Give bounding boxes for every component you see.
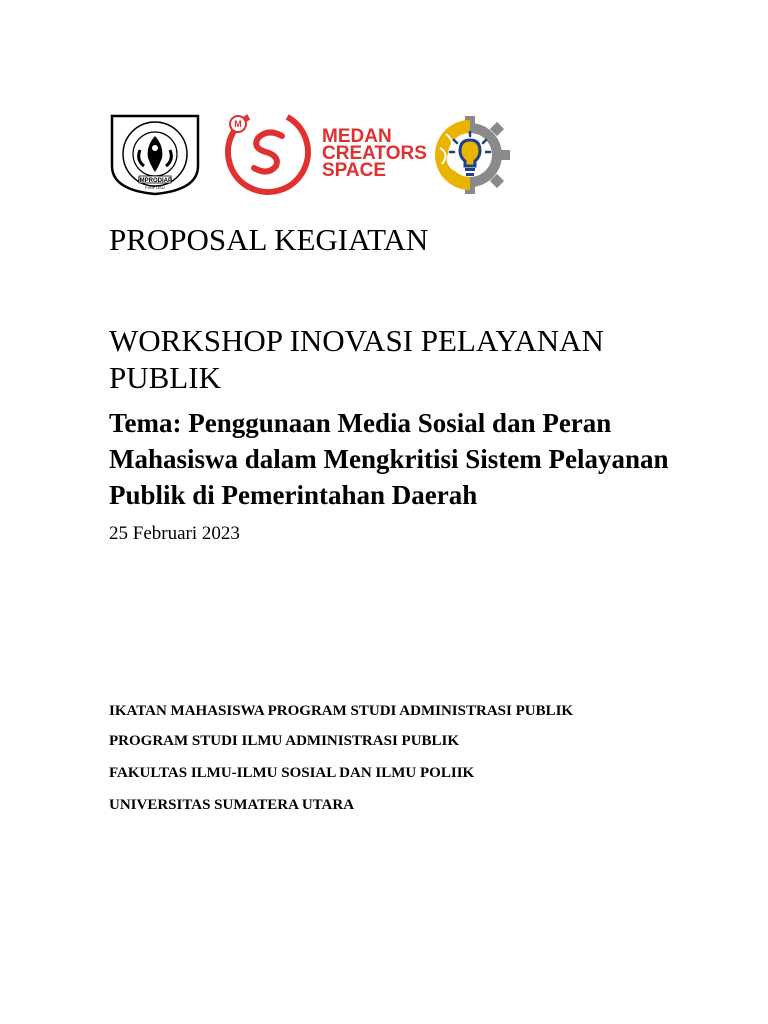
logo-row — [106, 106, 526, 198]
medan-creators-space-wordmark — [322, 128, 427, 179]
event-date: 25 Februari 2023 — [109, 523, 240, 544]
seal-caption: IMPRODIAP — [137, 178, 173, 184]
improdiap-seal-icon — [106, 110, 204, 196]
organizer-line: PROGRAM STUDI ILMU ADMINISTRASI PUBLIK — [109, 733, 460, 749]
organizer-block — [109, 700, 629, 816]
mcs-line-2: CREATORS — [322, 143, 427, 164]
organizer-line: FAKULTAS ILMU-ILMU SOSIAL DAN ILMU POLIIK — [109, 765, 475, 781]
mcs-line-3: SPACE — [322, 160, 387, 181]
medan-creators-space-logo-icon — [218, 106, 322, 198]
organizer-line: UNIVERSITAS SUMATERA UTARA — [109, 797, 355, 813]
seal-subcaption: FISIP USU — [145, 185, 165, 190]
theme-text: Tema: Penggunaan Media Sosial dan Peran Mahasiswa dalam Mengkritisi Sistem Pelayanan Publik di Pemerintahan Daerah — [109, 408, 669, 510]
svg-text:M: M — [234, 119, 242, 129]
workshop-title: WORKSHOP INOVASI PELAYANAN PUBLIK — [109, 323, 604, 395]
organizer-line: IKATAN MAHASISWA PROGRAM STUDI ADMINISTRASI PUBLIK — [109, 703, 574, 719]
document-title: PROPOSAL KEGIATAN — [109, 222, 429, 257]
mcs-line-1: MEDAN — [322, 126, 392, 147]
lightbulb-gear-icon — [416, 112, 512, 198]
